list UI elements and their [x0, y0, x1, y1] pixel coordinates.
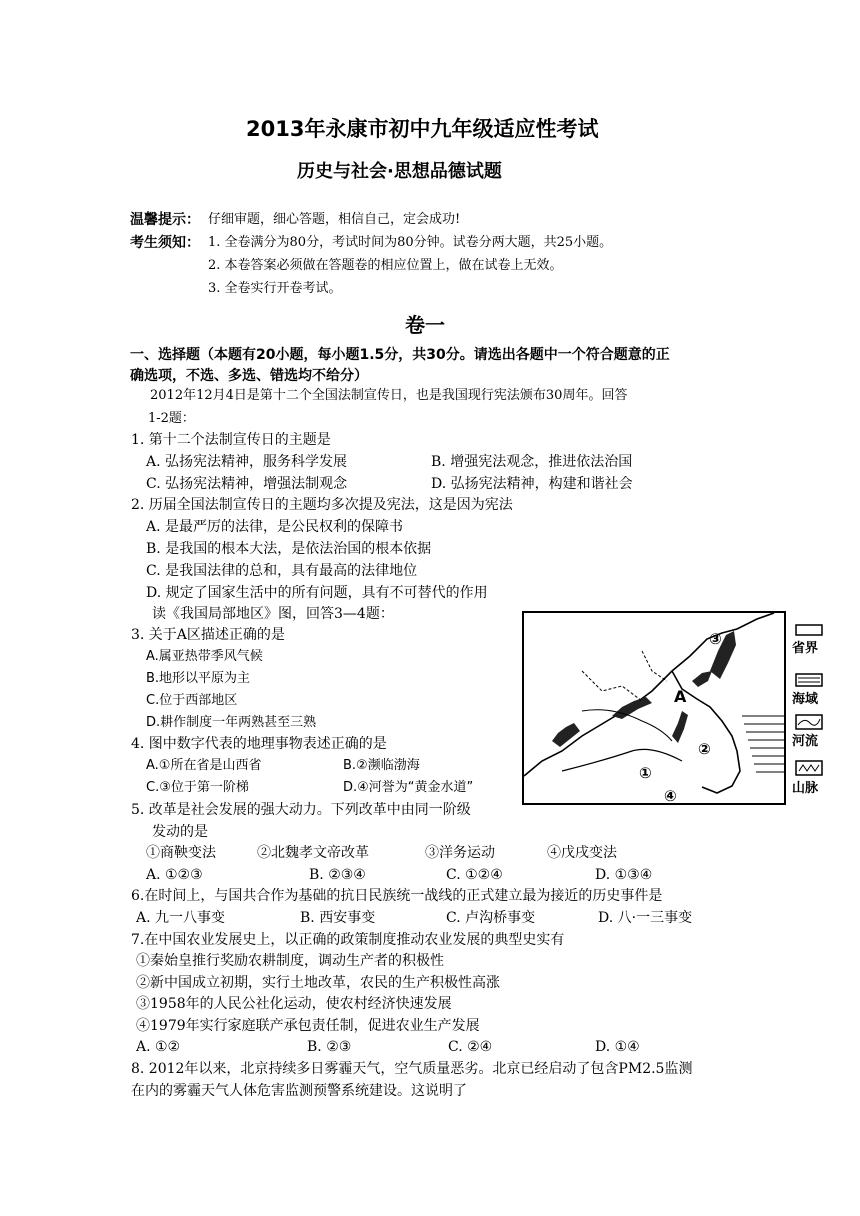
- option-d: D.④河誉为“黄金水道”: [343, 780, 474, 795]
- question-stem: 发动的是: [152, 824, 208, 840]
- exam-subtitle: 历史与社会·思想品德试题: [297, 161, 502, 182]
- section-heading: 确选项，不选、多选、错选均不给分）: [130, 368, 368, 384]
- option-c: C. 是我国法律的总和，具有最高的法律地位: [146, 563, 418, 579]
- regional-map: [522, 611, 828, 806]
- question-stem: 6.在时间上，与国共合作为基础的抗日民族统一战线的正式建立最为接近的历史事件是: [131, 888, 663, 904]
- question-stem: 2. 历届全国法制宣传日的主题均多次提及宪法，这是因为宪法: [131, 497, 513, 513]
- option-d: D. 弘扬宪法精神，构建和谐社会: [431, 476, 633, 492]
- list-item: ②新中国成立初期，实行土地改革，农民的生产积极性高涨: [136, 975, 500, 991]
- map-marker: ③: [709, 630, 722, 648]
- option-d: D. 八·一三事变: [598, 910, 693, 926]
- option-a: A. ①②: [136, 1039, 181, 1055]
- option-c: C. 弘扬宪法精神，增强法制观念: [146, 476, 348, 492]
- option-a: A. 弘扬宪法精神，服务科学发展: [146, 454, 348, 470]
- option-b: B. 增强宪法观念，推进依法治国: [431, 454, 633, 470]
- option-d: D. ①④: [595, 1039, 640, 1055]
- list-item: ④戊戌变法: [547, 845, 617, 861]
- option-c: C. 卢沟桥事变: [446, 910, 536, 926]
- legend-label: 海域: [792, 692, 819, 707]
- list-item: ①秦始皇推行奖励农耕制度，调动生产者的积极性: [136, 953, 444, 969]
- rules-label: 考生须知：: [130, 235, 200, 251]
- option-b: B. ②③: [307, 1039, 352, 1055]
- question-stem: 5. 改革是社会发展的强大动力。下列改革中由同一阶级: [131, 802, 471, 818]
- list-item: ④1979年实行家庭联产承包责任制，促进农业生产发展: [136, 1018, 480, 1034]
- option-c: C. ②④: [448, 1039, 493, 1055]
- option-b: B.地形以平原为主: [146, 671, 251, 686]
- option-b: B.②濒临渤海: [343, 758, 420, 773]
- question-stem: 7.在中国农业发展史上，以正确的政策制度推动农业发展的典型史实有: [131, 932, 565, 948]
- option-b: B. 是我国的根本大法，是依法治国的根本依据: [146, 541, 432, 557]
- map-marker: ①: [639, 764, 652, 782]
- legend-label: 省界: [792, 641, 819, 656]
- option-a: A.属亚热带季风气候: [146, 649, 263, 664]
- option-b: B. 西安事变: [300, 910, 376, 926]
- option-c: C. ①②④: [446, 867, 503, 883]
- legend-label: 河流: [792, 734, 819, 749]
- option-d: D. ①③④: [595, 867, 653, 883]
- map-marker: ②: [698, 740, 711, 758]
- passage-text: 1-2题：: [148, 411, 195, 426]
- question-stem: 在内的雾霾天气人体危害监测预警系统建设。这说明了: [131, 1083, 467, 1099]
- map-intro: 读《我国局部地区》图，回答3—4题：: [152, 606, 394, 622]
- rule-item: 1. 全卷满分为80分，考试时间为80分钟。试卷分两大题，共25小题。: [208, 235, 613, 250]
- exam-title: 2013年永康市初中九年级适应性考试: [246, 117, 599, 141]
- option-b: B. ②③④: [309, 867, 366, 883]
- list-item: ①商鞅变法: [146, 845, 216, 861]
- option-a: A. ①②③: [146, 867, 203, 883]
- map-drawing: [522, 611, 828, 806]
- list-item: ③1958年的人民公社化运动，使农村经济快速发展: [136, 996, 452, 1012]
- list-item: ③洋务运动: [425, 845, 495, 861]
- map-marker: ④: [664, 787, 677, 805]
- map-area-label: A: [674, 687, 687, 706]
- volume-heading: 卷一: [405, 313, 445, 337]
- option-d: D.耕作制度一年两熟甚至三熟: [146, 715, 317, 730]
- section-heading: 一、选择题（本题有20小题，每小题1.5分，共30分。请选出各题中一个符合题意的正: [130, 347, 670, 363]
- option-a: A. 是最严厉的法律，是公民权利的保障书: [146, 519, 404, 535]
- tip-label: 温馨提示：: [130, 212, 200, 228]
- rule-item: 2. 本卷答案必须做在答题卷的相应位置上，做在试卷上无效。: [208, 258, 563, 273]
- question-stem: 8. 2012年以来，北京持续多日雾霾天气，空气质量恶劣。北京已经启动了包含PM2.5监测: [131, 1061, 693, 1077]
- legend-label: 山脉: [792, 781, 819, 796]
- option-a: A.①所在省是山西省: [146, 758, 262, 773]
- question-stem: 1. 第十二个法制宣传日的主题是: [131, 432, 331, 448]
- option-c: C.③位于第一阶梯: [146, 780, 249, 795]
- tip-text: 仔细审题，细心答题，相信自己，定会成功!: [208, 212, 461, 227]
- option-d: D. 规定了国家生活中的所有问题，具有不可替代的作用: [146, 585, 488, 601]
- question-stem: 4. 图中数字代表的地理事物表述正确的是: [131, 736, 387, 752]
- option-a: A. 九一八事变: [136, 910, 226, 926]
- option-c: C.位于西部地区: [146, 693, 238, 708]
- question-stem: 3. 关于A区描述正确的是: [131, 627, 285, 643]
- list-item: ②北魏孝文帝改革: [257, 845, 369, 861]
- rule-item: 3. 全卷实行开卷考试。: [208, 281, 342, 296]
- passage-text: 2012年12月4日是第十二个全国法制宣传日，也是我国现行宪法颁布30周年。回答: [150, 388, 628, 403]
